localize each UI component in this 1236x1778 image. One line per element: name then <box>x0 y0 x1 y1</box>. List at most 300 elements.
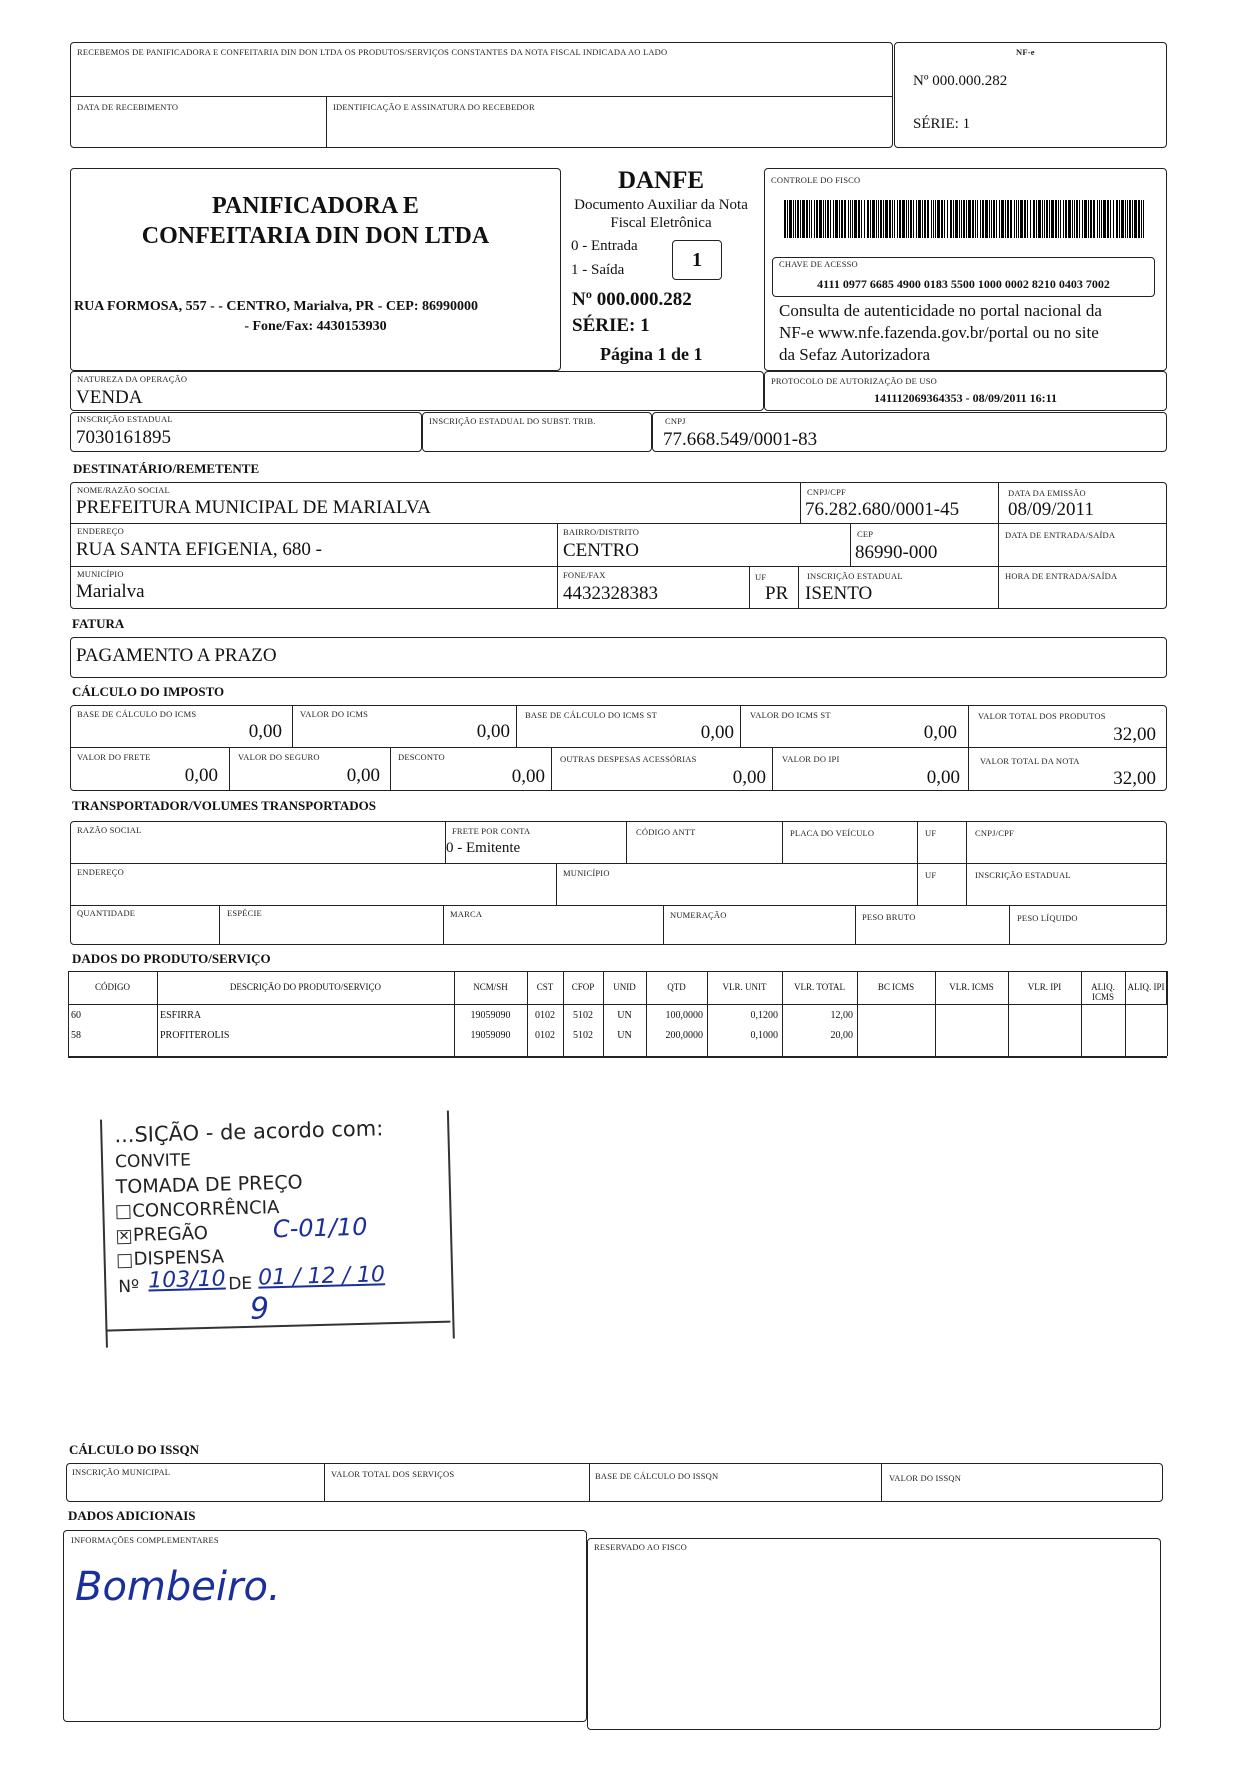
icms-st: 0,00 <box>923 722 957 743</box>
consult-line2: NF-e www.nfe.fazenda.gov.br/portal ou no site <box>779 323 1099 342</box>
transport-r1-v4 <box>917 821 918 905</box>
barcode-bar <box>1138 200 1140 238</box>
receipt-stub <box>70 42 893 148</box>
recipient-row-line-1 <box>70 523 998 524</box>
barcode-bar <box>816 200 818 238</box>
barcode-bar <box>1116 200 1118 238</box>
barcode-bar <box>955 200 958 238</box>
barcode-bar <box>1099 200 1100 238</box>
barcode-bar <box>977 200 978 238</box>
total-products-label: VALOR TOTAL DOS PRODUTOS <box>978 711 1106 721</box>
barcode-bar <box>814 200 815 238</box>
numbering-label: NUMERAÇÃO <box>670 910 727 920</box>
stamp-signature: 9 <box>249 1291 270 1327</box>
barcode-bar <box>1143 200 1144 238</box>
barcode-bar <box>968 200 971 238</box>
barcode-bar <box>1051 200 1054 238</box>
barcode-bar <box>852 200 853 238</box>
barcode-bar <box>996 200 997 238</box>
issqn-v3 <box>881 1463 882 1502</box>
tax-r1-v1 <box>292 705 293 747</box>
stamp-number-handwritten: 103/10 <box>147 1266 226 1294</box>
ie-label: INSCRIÇÃO ESTADUAL <box>77 414 173 424</box>
tax-r2-v3 <box>551 747 552 791</box>
gross-weight-label: PESO BRUTO <box>862 912 916 922</box>
products-cell: UN <box>617 1030 632 1041</box>
barcode-bar <box>1018 200 1019 238</box>
recipient-ie-label: INSCRIÇÃO ESTADUAL <box>807 571 903 581</box>
barcode-bar <box>1132 200 1133 238</box>
products-header-cell: CFOP <box>571 982 595 992</box>
products-cell: 60 <box>71 1010 81 1021</box>
barcode-bar <box>1036 200 1037 238</box>
recipient-v5 <box>749 566 750 609</box>
products-cell: 0,1000 <box>750 1030 778 1041</box>
barcode-bar <box>999 200 1000 238</box>
barcode-bar <box>985 200 988 238</box>
barcode-bar <box>1110 200 1111 238</box>
district-label: BAIRRO/DISTRITO <box>563 527 640 537</box>
time-label: HORA DE ENTRADA/SAÍDA <box>1005 571 1118 581</box>
barcode-bar <box>1101 200 1102 238</box>
antt-label: CÓDIGO ANTT <box>636 827 696 837</box>
barcode-bar <box>819 200 822 238</box>
insurance-label: VALOR DO SEGURO <box>238 752 320 762</box>
barcode-bar <box>789 200 792 238</box>
barcode-bar <box>1001 200 1004 238</box>
barcode-bar <box>806 200 808 238</box>
barcode-bar <box>844 200 846 238</box>
transport-line-2 <box>70 905 1167 906</box>
barcode-bar <box>963 200 965 238</box>
transport-line-1 <box>70 863 1167 864</box>
barcode-bar <box>825 200 826 238</box>
barcode-bar <box>827 200 829 238</box>
stamp-line3: TOMADA DE PREÇO <box>115 1171 303 1199</box>
barcode-bar <box>1030 200 1031 238</box>
barcode-bar <box>975 200 976 238</box>
barcode-bar <box>811 200 812 238</box>
checked-checkbox-icon: ✕ <box>118 1228 130 1245</box>
barcode-bar <box>1113 200 1114 238</box>
issqn-total-services-label: VALOR TOTAL DOS SERVIÇOS <box>331 1469 455 1479</box>
cep-label: CEP <box>857 529 874 539</box>
stamp-date-prefix: DE <box>228 1273 253 1295</box>
products-header-cell: BC ICMS <box>877 982 915 992</box>
products-cell: 0,1200 <box>750 1010 778 1021</box>
total-products: 32,00 <box>1113 724 1156 745</box>
barcode-bar <box>870 200 871 238</box>
barcode-bar <box>850 200 851 238</box>
barcode-bar <box>1042 200 1043 238</box>
barcode-bar <box>931 200 932 238</box>
barcode-bar <box>916 200 917 238</box>
species-label: ESPÉCIE <box>227 908 262 918</box>
recipient-row-line-2 <box>70 566 998 567</box>
barcode-bar <box>1038 200 1041 238</box>
barcode-bar <box>833 200 834 238</box>
net-weight-label: PESO LÍQUIDO <box>1017 913 1078 923</box>
barcode-bar <box>1020 200 1023 238</box>
receipt-date-label: DATA DE RECEBIMENTO <box>77 102 179 112</box>
barcode-bar <box>910 200 912 238</box>
barcode-bar <box>795 200 796 238</box>
barcode-bar <box>1127 200 1128 238</box>
barcode-bar <box>864 200 865 238</box>
total: 32,00 <box>1113 768 1156 789</box>
barcode-bar <box>944 200 945 238</box>
barcode-bar <box>883 200 884 238</box>
stamp-line4: CONCORRÊNCIA <box>132 1197 280 1222</box>
barcode-bar <box>892 200 893 238</box>
barcode-bar <box>1016 200 1017 238</box>
products-cell: 5102 <box>573 1030 593 1041</box>
receipt-divider <box>70 96 893 97</box>
recipient-name-label: NOME/RAZÃO SOCIAL <box>77 485 170 495</box>
products-header-cell: CÓDIGO <box>95 982 130 992</box>
barcode-bar <box>1076 200 1078 238</box>
stamp-line2: CONVITE <box>114 1150 192 1173</box>
receipt-series: SÉRIE: 1 <box>913 116 971 132</box>
danfe-title: DANFE <box>617 167 705 194</box>
tax-r2-v2 <box>390 747 391 791</box>
discount: 0,00 <box>511 766 545 787</box>
icms: 0,00 <box>476 721 510 742</box>
access-key: 4111 0977 6685 4900 0183 5500 1000 0002 8210 0403 7002 <box>817 277 1110 291</box>
barcode-bar <box>1044 200 1045 238</box>
barcode-bar <box>1027 200 1028 238</box>
barcode-bar <box>1055 200 1057 238</box>
stamp-line6: DISPENSA <box>133 1246 225 1270</box>
nature-value: VENDA <box>76 387 143 408</box>
barcode-bar <box>1049 200 1050 238</box>
products-header-cell: DESCRIÇÃO DO PRODUTO/SERVIÇO <box>229 982 382 992</box>
consult-line1: Consulta de autenticidade no portal nacional da <box>779 301 1102 320</box>
barcode-bar <box>1119 200 1120 238</box>
icms-st-label: VALOR DO ICMS ST <box>750 710 831 720</box>
carrier-ie-label: INSCRIÇÃO ESTADUAL <box>975 870 1071 880</box>
recipient-address: RUA SANTA EFIGENIA, 680 - <box>76 539 323 560</box>
danfe-subtitle-line1: Documento Auxiliar da Nota <box>574 197 748 213</box>
barcode-bar <box>937 200 940 238</box>
tax-r1-v4 <box>968 705 969 791</box>
recipient-address-label: ENDEREÇO <box>77 526 124 536</box>
barcode-bar <box>1007 200 1009 238</box>
products-header-cell: ALIQ. ICMS <box>1091 982 1115 1002</box>
danfe-subtitle-line2: Fiscal Eletrônica <box>610 215 712 231</box>
barcode-bar <box>809 200 810 238</box>
issqn-im-label: INSCRIÇÃO MUNICIPAL <box>72 1467 171 1477</box>
barcode-bar <box>784 200 786 238</box>
products-header-cell: CST <box>536 982 554 992</box>
reserved-box <box>587 1538 1161 1730</box>
issuer-name-line1: PANIFICADORA E <box>212 193 419 219</box>
transport-r1-v2 <box>626 821 627 863</box>
additional-section: DADOS ADICIONAIS <box>68 1508 196 1523</box>
issuer-name-line2: CONFEITARIA DIN DON LTDA <box>141 223 490 249</box>
danfe-entry-label: 0 - Entrada <box>571 238 638 254</box>
receipt-nfe-box <box>894 42 1167 148</box>
barcode-bar <box>1074 200 1075 238</box>
freight-by-label: FRETE POR CONTA <box>452 826 531 836</box>
products-header-cell: ALIQ. IPI <box>1127 982 1165 992</box>
barcode-bar <box>889 200 891 238</box>
fisco-control-label: CONTROLE DO FISCO <box>771 175 861 185</box>
barcode-bar <box>1005 200 1006 238</box>
barcode-bar <box>1014 200 1015 238</box>
transport-r3-v3 <box>663 905 664 945</box>
district: CENTRO <box>563 540 639 561</box>
barcode-bar <box>802 200 805 238</box>
barcode-bar <box>906 200 907 238</box>
barcode-bar <box>1058 200 1059 238</box>
barcode-bar <box>830 200 831 238</box>
products-cell: 19059090 <box>470 1030 511 1041</box>
barcode-bar <box>1088 200 1089 238</box>
barcode-bar <box>935 200 936 238</box>
carrier-city-label: MUNICÍPIO <box>563 868 610 878</box>
barcode-bar <box>878 200 879 238</box>
barcode-bar <box>961 200 962 238</box>
barcode-bar <box>918 200 921 238</box>
barcode-bar <box>1129 200 1131 238</box>
recipient-v3 <box>557 523 558 609</box>
barcode-bar <box>1134 200 1137 238</box>
stamp-line5-handwritten: C-01/10 <box>272 1212 368 1244</box>
danfe-page: Página 1 de 1 <box>600 344 703 364</box>
receipt-nfe-label: NF-e <box>1016 47 1035 57</box>
barcode-bar <box>991 200 992 238</box>
tax-r1-v3 <box>740 705 741 747</box>
carrier-cnpj-label: CNPJ/CPF <box>975 828 1014 838</box>
barcode-bar <box>1090 200 1092 238</box>
transport-section: TRANSPORTADOR/VOLUMES TRANSPORTADOS <box>72 798 377 813</box>
receipt-signature-label: IDENTIFICAÇÃO E ASSINATURA DO RECEBEDOR <box>333 102 535 112</box>
carrier-address-label: ENDEREÇO <box>77 867 124 877</box>
barcode-bar <box>922 200 923 238</box>
barcode-bar <box>1084 200 1087 238</box>
receipt-statement: RECEBEMOS DE PANIFICADORA E CONFEITARIA DIN DON LTDA OS PRODUTOS/SERVIÇOS CONSTANTES DA NOTA FISCAL INDICADA AO LADO <box>77 47 668 57</box>
brand-label: MARCA <box>450 909 483 919</box>
recipient-date-line-1 <box>998 523 1167 524</box>
city: Marialva <box>76 581 145 602</box>
products-cell: 19059090 <box>470 1010 511 1021</box>
access-key-label: CHAVE DE ACESSO <box>779 259 858 269</box>
barcode-bar <box>880 200 882 238</box>
danfe-series: SÉRIE: 1 <box>572 315 650 336</box>
additional-info-box <box>63 1530 587 1722</box>
barcode-bar <box>885 200 888 238</box>
recipient-phone: 4432328383 <box>563 583 658 604</box>
products-header-cell: VLR. IPI <box>1027 982 1062 992</box>
transport-r1-v5 <box>966 821 967 905</box>
recipient-cnpj: 76.282.680/0001-45 <box>805 499 960 520</box>
consult-line3: da Sefaz Autorizadora <box>779 345 931 364</box>
base-icms-label: BASE DE CÁLCULO DO ICMS <box>77 709 197 719</box>
other: 0,00 <box>732 767 766 788</box>
issuer-phone: - Fone/Fax: 4430153930 <box>244 319 387 334</box>
recipient-v2 <box>800 482 801 523</box>
products-cell: 20,00 <box>830 1030 853 1041</box>
danfe-number: Nº 000.000.282 <box>572 289 692 310</box>
barcode-bar <box>835 200 838 238</box>
insurance: 0,00 <box>346 765 380 786</box>
barcode-bar <box>1063 200 1064 238</box>
receipt-vdivider <box>326 96 327 148</box>
barcode-bar <box>894 200 895 238</box>
barcode-bar <box>953 200 954 238</box>
danfe-exit-label: 1 - Saída <box>571 262 625 278</box>
products-cell: UN <box>617 1010 632 1021</box>
receipt-number: Nº 000.000.282 <box>913 73 1008 89</box>
barcode-bar <box>993 200 995 238</box>
carrier-uf-label: UF <box>925 828 937 838</box>
products-cell: PROFITEROLIS <box>160 1030 230 1041</box>
transport-r3-v5 <box>1009 905 1010 945</box>
products-header-cell: UNID <box>613 982 636 992</box>
barcode-bar <box>982 200 984 238</box>
barcode-bar <box>1093 200 1095 238</box>
products-header-cell: VLR. TOTAL <box>794 982 845 992</box>
barcode-bar <box>1082 200 1083 238</box>
issqn-base-label: BASE DE CÁLCULO DO ISSQN <box>595 1471 719 1481</box>
barcode-bar <box>1065 200 1067 238</box>
transport-box <box>70 821 1167 945</box>
recipient-date-line-2 <box>998 566 1167 567</box>
invoice-text: PAGAMENTO A PRAZO <box>76 645 277 666</box>
barcode-bar <box>959 200 960 238</box>
recipient-v4 <box>850 523 851 566</box>
protocol-label: PROTOCOLO DE AUTORIZAÇÃO DE USO <box>771 376 937 386</box>
tax-r1-v2 <box>516 705 517 747</box>
products-cell: 0102 <box>535 1010 555 1021</box>
products-cell: 0102 <box>535 1030 555 1041</box>
barcode-bar <box>972 200 974 238</box>
barcode-bar <box>861 200 862 238</box>
additional-info-handwritten: Bombeiro. <box>75 1564 281 1610</box>
issue-date-label: DATA DA EMISSÃO <box>1008 488 1086 498</box>
recipient-v6 <box>798 566 799 609</box>
barcode-bar <box>1060 200 1061 238</box>
freight-by: 0 - Emitente <box>446 840 521 856</box>
barcode-bar <box>787 200 788 238</box>
issue-date: 08/09/2011 <box>1008 499 1094 520</box>
products-bottom-line <box>68 1056 1167 1058</box>
freight: 0,00 <box>184 765 218 786</box>
recipient-ie: ISENTO <box>805 583 873 604</box>
barcode-bar <box>839 200 840 238</box>
barcode-bar <box>899 200 901 238</box>
issuer-cnpj: 77.668.549/0001-83 <box>663 429 818 450</box>
other-label: OUTRAS DESPESAS ACESSÓRIAS <box>560 754 697 764</box>
barcode-bar <box>908 200 909 238</box>
recipient-section: DESTINATÁRIO/REMETENTE <box>73 461 260 476</box>
barcode-bar <box>848 200 849 238</box>
barcode-bar <box>876 200 877 238</box>
stamp-line5: PREGÃO <box>132 1222 209 1246</box>
products-header-cell: VLR. ICMS <box>949 982 994 992</box>
issqn-box <box>66 1463 1163 1502</box>
ie-st-label: INSCRIÇÃO ESTADUAL DO SUBST. TRIB. <box>429 416 596 426</box>
barcode-bar <box>854 200 857 238</box>
barcode-bar <box>867 200 869 238</box>
entry-date-label: DATA DE ENTRADA/SAÍDA <box>1005 530 1116 540</box>
base-icms-st: 0,00 <box>700 722 734 743</box>
products-cell: 100,0000 <box>665 1010 703 1021</box>
barcode-bar <box>1097 200 1098 238</box>
barcode-bar <box>1125 200 1126 238</box>
additional-info-label: INFORMAÇÕES COMPLEMENTARES <box>71 1535 219 1545</box>
barcode-bar <box>872 200 875 238</box>
barcode-bar <box>1103 200 1106 238</box>
freight-label: VALOR DO FRETE <box>77 752 151 762</box>
barcode-bar <box>793 200 794 238</box>
transport-r3-v4 <box>855 905 856 945</box>
products-header-cell: NCM/SH <box>473 982 508 992</box>
tax-r2-v1 <box>229 747 230 791</box>
barcode-bar <box>947 200 948 238</box>
recipient-name: PREFEITURA MUNICIPAL DE MARIALVA <box>76 497 431 518</box>
barcode-bar <box>797 200 799 238</box>
barcode-bar <box>1033 200 1035 238</box>
issqn-v1 <box>324 1463 325 1502</box>
ie-value: 7030161895 <box>76 427 171 448</box>
base-icms: 0,00 <box>248 721 282 742</box>
cep: 86990-000 <box>855 542 938 563</box>
barcode-bar <box>902 200 905 238</box>
plate-label: PLACA DO VEÍCULO <box>790 828 875 838</box>
barcode-bar <box>858 200 860 238</box>
total-label: VALOR TOTAL DA NOTA <box>980 756 1080 766</box>
recipient-uf: PR <box>765 583 789 604</box>
qty-label: QUANTIDADE <box>77 908 136 918</box>
barcode-bar <box>1010 200 1012 238</box>
barcode-bar <box>927 200 929 238</box>
barcode-bar <box>1024 200 1026 238</box>
recipient-cnpj-label: CNPJ/CPF <box>807 487 846 497</box>
tax-r2-v4 <box>772 747 773 791</box>
issuer-address: RUA FORMOSA, 557 - - CENTRO, Marialva, PR - CEP: 86990000 <box>74 299 479 314</box>
recipient-uf-label: UF <box>755 572 767 582</box>
recipient-phone-label: FONE/FAX <box>563 570 606 580</box>
products-header-cell: QTD <box>667 982 686 992</box>
products-cell: ESFIRRA <box>160 1010 202 1021</box>
recipient-v1 <box>998 482 999 609</box>
products-section: DADOS DO PRODUTO/SERVIÇO <box>72 951 271 966</box>
barcode-bar <box>823 200 824 238</box>
products-cell: 12,00 <box>830 1010 853 1021</box>
barcode-bar <box>989 200 990 238</box>
products-cell: 58 <box>71 1030 81 1041</box>
barcode-bar <box>1141 200 1142 238</box>
barcode-bar <box>980 200 981 238</box>
danfe-type-value: 1 <box>692 249 702 271</box>
carrier-uf2-label: UF <box>925 870 937 880</box>
checkbox-icon <box>118 1254 132 1268</box>
barcode-bar <box>1079 200 1080 238</box>
products-cell: 5102 <box>573 1010 593 1021</box>
barcode-bar <box>1046 200 1048 238</box>
barcode-bar <box>1121 200 1124 238</box>
transport-r3-v2 <box>443 905 444 945</box>
base-icms-st-label: BASE DE CÁLCULO DO ICMS ST <box>525 710 658 720</box>
barcode-bar <box>950 200 952 238</box>
barcode-bar <box>966 200 967 238</box>
tax-section: CÁLCULO DO IMPOSTO <box>72 684 225 699</box>
products-col-line <box>1167 971 1168 1056</box>
products-cell: 200,0000 <box>665 1030 703 1041</box>
stamp-date-handwritten: 01 / 12 / 10 <box>257 1262 386 1291</box>
